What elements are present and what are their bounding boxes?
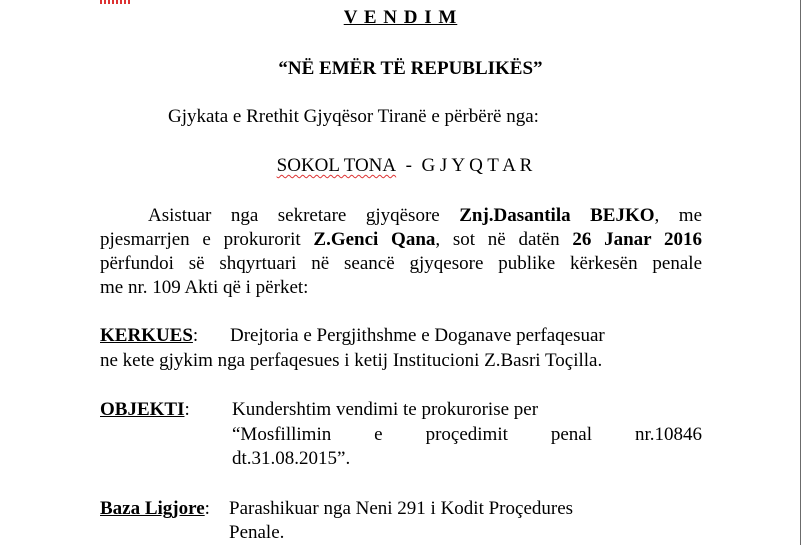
kerkues-label: KERKUES [100, 325, 193, 346]
para-line-2 [100, 229, 702, 251]
baza-text-1: Parashikuar nga Neni 291 i Kodit Proçedures [229, 498, 574, 519]
para-text: , me [654, 205, 703, 226]
prosecutor-name: Z.Genci Qana [313, 229, 436, 250]
para-text: pjesmarrjen e prokurorit [100, 229, 301, 250]
baza-line-1 [100, 498, 210, 520]
para-line-4: me nr. 109 Akti që i përket: [100, 277, 309, 298]
objekti-text-1: Kundershtim vendimi te prokurorise per [232, 399, 539, 420]
spellcheck-squiggle [100, 0, 130, 4]
baza-colon: : [204, 498, 210, 519]
document-subtitle: “NË EMËR TË REPUBLIKËS” [278, 58, 543, 79]
baza-text-2: Penale. [229, 522, 285, 543]
objekti-text-3: dt.31.08.2015”. [232, 448, 351, 469]
hearing-date: 26 Janar 2016 [572, 229, 702, 250]
objekti-colon: : [184, 399, 190, 420]
judge-name: SOKOL TONA [276, 155, 397, 176]
judge-separator: - [405, 155, 412, 176]
para-text: Asistuar nga sekretare gjyqësore [148, 205, 440, 226]
para-line-1 [148, 205, 702, 227]
para-line-3: përfundoi së shqyrtuari në seancë gjyqesore publike kërkesën penale [100, 253, 702, 274]
judge-role: G J Y Q T A R [421, 155, 533, 176]
baza-label: Baza Ligjore [100, 498, 205, 519]
kerkues-text-2: ne kete gjykim nga perfaqesues i ketij Institucioni Z.Basri Toçilla. [100, 350, 603, 371]
objekti-line-1 [100, 399, 190, 421]
para-text: , sot në datën [435, 229, 560, 250]
kerkues-colon: : [192, 325, 199, 346]
court-line: Gjykata e Rrethit Gjyqësor Tiranë e përbërë nga: [168, 106, 539, 127]
objekti-text-2: “Mosfillimin e proçedimit penal nr.10846 [232, 424, 702, 445]
kerkues-line-1 [100, 325, 198, 347]
kerkues-text-1: Drejtoria e Pergjithshme e Doganave perfaqesuar [230, 325, 605, 346]
secretary-name: Znj.Dasantila BEJKO [459, 205, 655, 226]
objekti-label: OBJEKTI [100, 399, 185, 420]
document-title: V E N D I M [343, 7, 458, 28]
judge-line [4, 155, 801, 177]
